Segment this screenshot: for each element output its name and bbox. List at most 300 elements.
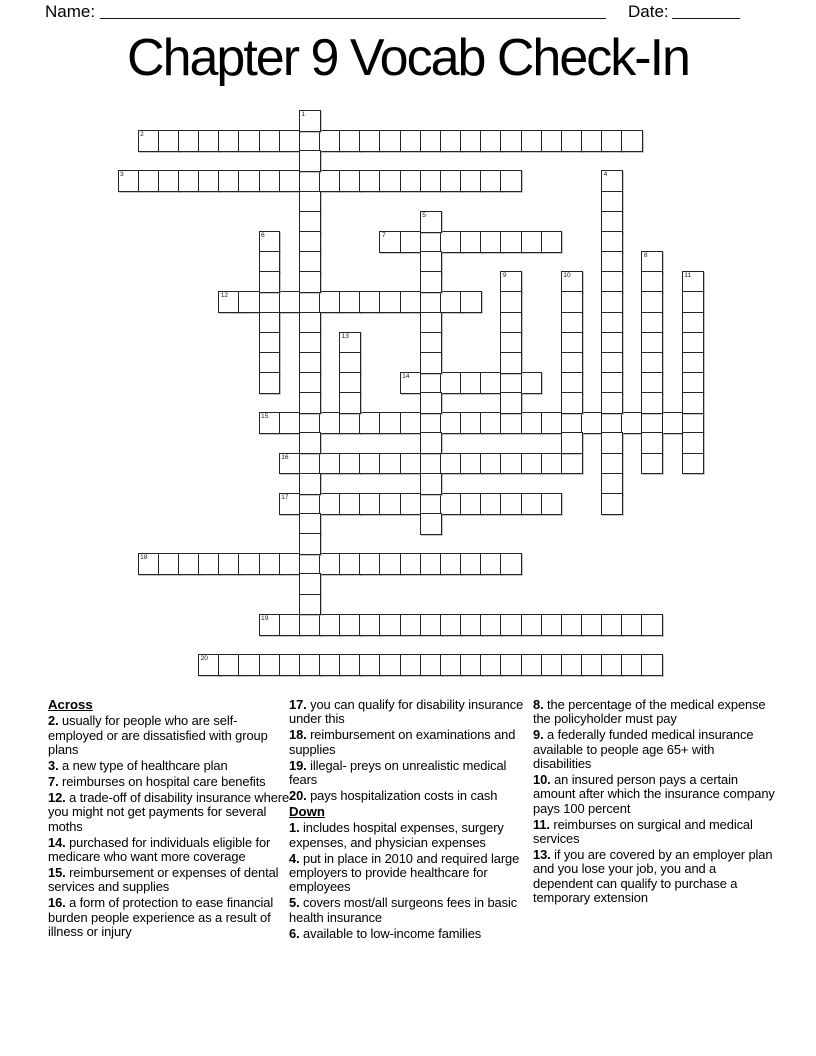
grid-cell[interactable] <box>641 332 663 354</box>
grid-cell[interactable] <box>601 352 623 374</box>
grid-cell[interactable] <box>601 654 623 676</box>
grid-cell[interactable] <box>218 291 240 313</box>
grid-cell[interactable] <box>420 614 442 636</box>
grid-cell[interactable] <box>581 130 603 152</box>
grid-cell[interactable] <box>238 553 260 575</box>
grid-cell[interactable] <box>420 432 442 454</box>
grid-cell[interactable] <box>299 110 321 132</box>
grid-cell[interactable] <box>601 453 623 475</box>
grid-cell[interactable] <box>420 473 442 495</box>
grid-cell[interactable] <box>138 130 160 152</box>
grid-cell[interactable] <box>521 372 543 394</box>
grid-cell[interactable] <box>319 614 341 636</box>
grid-cell[interactable] <box>259 271 281 293</box>
grid-cell[interactable] <box>400 553 422 575</box>
grid-cell[interactable] <box>420 170 442 192</box>
grid-cell[interactable] <box>521 412 543 434</box>
grid-cell[interactable] <box>561 312 583 334</box>
grid-cell[interactable] <box>420 130 442 152</box>
grid-cell[interactable] <box>682 271 704 293</box>
grid-cell[interactable] <box>440 654 462 676</box>
grid-cell[interactable] <box>238 170 260 192</box>
grid-cell[interactable] <box>339 412 361 434</box>
grid-cell[interactable] <box>299 432 321 454</box>
grid-cell[interactable] <box>259 412 281 434</box>
grid-cell[interactable] <box>682 332 704 354</box>
grid-cell[interactable] <box>601 271 623 293</box>
grid-cell[interactable] <box>420 251 442 273</box>
grid-cell[interactable] <box>440 130 462 152</box>
grid-cell[interactable] <box>521 493 543 515</box>
grid-cell[interactable] <box>158 170 180 192</box>
grid-cell[interactable] <box>621 654 643 676</box>
grid-cell[interactable] <box>641 251 663 273</box>
grid-cell[interactable] <box>339 654 361 676</box>
grid-cell[interactable] <box>238 654 260 676</box>
grid-cell[interactable] <box>400 614 422 636</box>
grid-cell[interactable] <box>641 432 663 454</box>
grid-cell[interactable] <box>259 251 281 273</box>
grid-cell[interactable] <box>299 332 321 354</box>
clue-text: if you are covered by an employer plan and you lose your job, you and a dependent can qualify to purchase a temporary extension <box>533 847 773 906</box>
grid-cell[interactable] <box>238 291 260 313</box>
grid-cell[interactable] <box>339 130 361 152</box>
grid-cell[interactable] <box>561 432 583 454</box>
grid-cell[interactable] <box>299 513 321 535</box>
grid-cell[interactable] <box>561 291 583 313</box>
clue-number: 3. <box>48 758 59 774</box>
grid-cell[interactable] <box>218 130 240 152</box>
grid-cell[interactable] <box>561 614 583 636</box>
grid-cell[interactable] <box>379 170 401 192</box>
grid-cell[interactable] <box>440 170 462 192</box>
grid-cell[interactable] <box>500 170 522 192</box>
grid-cell[interactable] <box>500 453 522 475</box>
grid-cell[interactable] <box>299 594 321 616</box>
grid-cell[interactable] <box>299 150 321 172</box>
grid-cell[interactable] <box>460 291 482 313</box>
grid-cell[interactable] <box>420 513 442 535</box>
grid-cell[interactable] <box>682 291 704 313</box>
grid-cell[interactable] <box>460 493 482 515</box>
grid-cell[interactable] <box>379 614 401 636</box>
grid-cell[interactable] <box>561 130 583 152</box>
grid-cell[interactable] <box>379 553 401 575</box>
clue-down-6 <box>289 927 531 941</box>
grid-cell[interactable] <box>218 654 240 676</box>
clue-down-11 <box>533 818 775 847</box>
grid-cell[interactable] <box>460 130 482 152</box>
grid-cell[interactable] <box>319 291 341 313</box>
grid-cell[interactable] <box>359 412 381 434</box>
grid-cell[interactable] <box>379 130 401 152</box>
grid-cell[interactable] <box>541 493 563 515</box>
grid-cell[interactable] <box>198 654 220 676</box>
grid-cell[interactable] <box>601 473 623 495</box>
grid-cell[interactable] <box>601 332 623 354</box>
grid-cell[interactable] <box>561 352 583 374</box>
grid-cell[interactable] <box>319 130 341 152</box>
grid-cell[interactable] <box>601 170 623 192</box>
grid-cell[interactable] <box>279 130 301 152</box>
grid-cell[interactable] <box>420 412 442 434</box>
grid-cell[interactable] <box>601 191 623 213</box>
grid-cell[interactable] <box>460 453 482 475</box>
grid-cell[interactable] <box>420 392 442 414</box>
grid-cell[interactable] <box>561 332 583 354</box>
grid-cell[interactable] <box>400 654 422 676</box>
grid-cell[interactable] <box>682 372 704 394</box>
clue-across-3 <box>48 759 290 773</box>
grid-cell[interactable] <box>259 130 281 152</box>
grid-cell[interactable] <box>641 453 663 475</box>
grid-cell[interactable] <box>641 291 663 313</box>
grid-cell[interactable] <box>500 412 522 434</box>
grid-cell[interactable] <box>319 553 341 575</box>
grid-cell[interactable] <box>440 553 462 575</box>
grid-cell[interactable] <box>601 392 623 414</box>
grid-cell[interactable] <box>299 553 321 575</box>
grid-cell[interactable] <box>521 453 543 475</box>
grid-cell[interactable] <box>379 231 401 253</box>
cell-number: 4 <box>603 171 608 179</box>
grid-cell[interactable] <box>359 553 381 575</box>
grid-cell[interactable] <box>601 312 623 334</box>
grid-cell[interactable] <box>379 453 401 475</box>
grid-cell[interactable] <box>460 412 482 434</box>
grid-cell[interactable] <box>339 332 361 354</box>
grid-cell[interactable] <box>379 493 401 515</box>
grid-cell[interactable] <box>400 291 422 313</box>
grid-cell[interactable] <box>440 453 462 475</box>
grid-cell[interactable] <box>500 271 522 293</box>
grid-cell[interactable] <box>641 352 663 374</box>
grid-cell[interactable] <box>601 231 623 253</box>
grid-cell[interactable] <box>279 170 301 192</box>
grid-cell[interactable] <box>500 231 522 253</box>
grid-cell[interactable] <box>561 453 583 475</box>
grid-cell[interactable] <box>541 614 563 636</box>
grid-cell[interactable] <box>420 553 442 575</box>
grid-cell[interactable] <box>299 251 321 273</box>
grid-cell[interactable] <box>420 211 442 233</box>
cell-number: 16 <box>281 453 289 461</box>
grid-cell[interactable] <box>178 170 200 192</box>
grid-cell[interactable] <box>218 553 240 575</box>
grid-cell[interactable] <box>500 130 522 152</box>
grid-cell[interactable] <box>198 130 220 152</box>
grid-cell[interactable] <box>500 352 522 374</box>
clue-text: reimburses on surgical and medical services <box>533 816 753 847</box>
grid-cell[interactable] <box>299 473 321 495</box>
grid-cell[interactable] <box>480 412 502 434</box>
grid-cell[interactable] <box>259 352 281 374</box>
grid-cell[interactable] <box>460 654 482 676</box>
grid-cell[interactable] <box>460 372 482 394</box>
grid-cell[interactable] <box>420 332 442 354</box>
grid-cell[interactable] <box>198 553 220 575</box>
grid-cell[interactable] <box>259 291 281 313</box>
grid-cell[interactable] <box>359 291 381 313</box>
grid-cell[interactable] <box>339 291 361 313</box>
grid-cell[interactable] <box>158 130 180 152</box>
grid-cell[interactable] <box>379 412 401 434</box>
grid-cell[interactable] <box>480 553 502 575</box>
grid-cell[interactable] <box>500 392 522 414</box>
grid-cell[interactable] <box>682 453 704 475</box>
grid-cell[interactable] <box>198 170 220 192</box>
grid-cell[interactable] <box>279 553 301 575</box>
grid-cell[interactable] <box>420 654 442 676</box>
cell-number: 15 <box>261 413 269 421</box>
grid-cell[interactable] <box>299 533 321 555</box>
grid-cell[interactable] <box>420 352 442 374</box>
grid-cell[interactable] <box>500 291 522 313</box>
grid-cell[interactable] <box>641 392 663 414</box>
grid-cell[interactable] <box>581 412 603 434</box>
grid-cell[interactable] <box>299 191 321 213</box>
grid-cell[interactable] <box>400 412 422 434</box>
grid-cell[interactable] <box>641 312 663 334</box>
grid-cell[interactable] <box>299 231 321 253</box>
grid-cell[interactable] <box>621 130 643 152</box>
grid-cell[interactable] <box>621 614 643 636</box>
cell-number: 14 <box>402 372 410 380</box>
grid-cell[interactable] <box>420 493 442 515</box>
grid-cell[interactable] <box>601 614 623 636</box>
clue-across-15 <box>48 866 290 895</box>
grid-cell[interactable] <box>299 312 321 334</box>
grid-cell[interactable] <box>259 654 281 676</box>
grid-cell[interactable] <box>480 453 502 475</box>
grid-cell[interactable] <box>339 372 361 394</box>
grid-cell[interactable] <box>339 392 361 414</box>
grid-cell[interactable] <box>178 130 200 152</box>
grid-cell[interactable] <box>561 654 583 676</box>
grid-cell[interactable] <box>460 614 482 636</box>
grid-cell[interactable] <box>440 231 462 253</box>
grid-cell[interactable] <box>662 412 684 434</box>
clue-text: put in place in 2010 and required large employers to provide healthcare for employees <box>289 850 520 895</box>
grid-cell[interactable] <box>279 291 301 313</box>
clue-number: 12. <box>48 789 66 805</box>
grid-cell[interactable] <box>279 614 301 636</box>
grid-cell[interactable] <box>339 553 361 575</box>
grid-cell[interactable] <box>641 654 663 676</box>
grid-cell[interactable] <box>601 211 623 233</box>
grid-cell[interactable] <box>480 130 502 152</box>
grid-cell[interactable] <box>521 231 543 253</box>
grid-cell[interactable] <box>359 130 381 152</box>
grid-cell[interactable] <box>480 493 502 515</box>
grid-cell[interactable] <box>359 493 381 515</box>
grid-cell[interactable] <box>138 553 160 575</box>
grid-cell[interactable] <box>279 453 301 475</box>
grid-cell[interactable] <box>641 271 663 293</box>
grid-cell[interactable] <box>682 392 704 414</box>
grid-cell[interactable] <box>158 553 180 575</box>
grid-cell[interactable] <box>521 654 543 676</box>
grid-cell[interactable] <box>682 352 704 374</box>
grid-cell[interactable] <box>359 654 381 676</box>
clue-text: includes hospital expenses, surgery expenses, and physician expenses <box>289 820 504 850</box>
grid-cell[interactable] <box>259 231 281 253</box>
grid-cell[interactable] <box>218 170 240 192</box>
grid-cell[interactable] <box>299 130 321 152</box>
grid-cell[interactable] <box>420 231 442 253</box>
clue-text: illegal- preys on unrealistic medical fears <box>289 757 507 788</box>
grid-cell[interactable] <box>440 291 462 313</box>
grid-cell[interactable] <box>561 372 583 394</box>
grid-cell[interactable] <box>299 493 321 515</box>
grid-cell[interactable] <box>440 372 462 394</box>
grid-cell[interactable] <box>279 493 301 515</box>
clue-down-10 <box>533 773 775 816</box>
grid-cell[interactable] <box>299 614 321 636</box>
grid-cell[interactable] <box>400 372 422 394</box>
grid-cell[interactable] <box>259 332 281 354</box>
grid-cell[interactable] <box>299 654 321 676</box>
grid-cell[interactable] <box>259 312 281 334</box>
name-label: Name: <box>45 2 96 21</box>
grid-cell[interactable] <box>601 251 623 273</box>
grid-cell[interactable] <box>279 654 301 676</box>
clue-column-3 <box>533 698 775 907</box>
grid-cell[interactable] <box>541 130 563 152</box>
grid-cell[interactable] <box>259 372 281 394</box>
grid-cell[interactable] <box>299 412 321 434</box>
grid-cell[interactable] <box>259 553 281 575</box>
grid-cell[interactable] <box>359 170 381 192</box>
grid-cell[interactable] <box>541 654 563 676</box>
grid-cell[interactable] <box>319 412 341 434</box>
grid-cell[interactable] <box>339 453 361 475</box>
grid-cell[interactable] <box>339 170 361 192</box>
grid-cell[interactable] <box>601 130 623 152</box>
grid-cell[interactable] <box>238 130 260 152</box>
grid-cell[interactable] <box>561 271 583 293</box>
grid-cell[interactable] <box>299 211 321 233</box>
grid-cell[interactable] <box>601 372 623 394</box>
grid-cell[interactable] <box>400 493 422 515</box>
clue-text: a trade-off of disability insurance where you might not get payments for several moths <box>48 789 290 834</box>
clue-across-19 <box>289 759 531 788</box>
grid-cell[interactable] <box>581 614 603 636</box>
grid-cell[interactable] <box>339 493 361 515</box>
grid-cell[interactable] <box>400 170 422 192</box>
grid-cell[interactable] <box>299 352 321 374</box>
grid-cell[interactable] <box>682 312 704 334</box>
grid-cell[interactable] <box>521 130 543 152</box>
grid-cell[interactable] <box>259 170 281 192</box>
grid-cell[interactable] <box>601 432 623 454</box>
grid-cell[interactable] <box>601 291 623 313</box>
grid-cell[interactable] <box>379 291 401 313</box>
grid-cell[interactable] <box>460 231 482 253</box>
grid-cell[interactable] <box>178 553 200 575</box>
grid-cell[interactable] <box>339 352 361 374</box>
grid-cell[interactable] <box>138 170 160 192</box>
grid-cell[interactable] <box>299 170 321 192</box>
grid-cell[interactable] <box>581 654 603 676</box>
grid-cell[interactable] <box>500 332 522 354</box>
grid-cell[interactable] <box>339 614 361 636</box>
grid-cell[interactable] <box>259 614 281 636</box>
grid-cell[interactable] <box>601 412 623 434</box>
grid-cell[interactable] <box>541 412 563 434</box>
grid-cell[interactable] <box>420 291 442 313</box>
grid-cell[interactable] <box>480 372 502 394</box>
grid-cell[interactable] <box>500 493 522 515</box>
grid-cell[interactable] <box>641 614 663 636</box>
grid-cell[interactable] <box>561 412 583 434</box>
grid-cell[interactable] <box>561 392 583 414</box>
grid-cell[interactable] <box>420 372 442 394</box>
grid-cell[interactable] <box>420 271 442 293</box>
grid-cell[interactable] <box>359 453 381 475</box>
grid-cell[interactable] <box>521 614 543 636</box>
cell-number: 1 <box>301 111 306 118</box>
grid-cell[interactable] <box>641 372 663 394</box>
grid-cell[interactable] <box>460 553 482 575</box>
grid-cell[interactable] <box>400 453 422 475</box>
grid-cell[interactable] <box>400 231 422 253</box>
grid-cell[interactable] <box>500 372 522 394</box>
grid-cell[interactable] <box>500 553 522 575</box>
grid-cell[interactable] <box>440 412 462 434</box>
grid-cell[interactable] <box>319 170 341 192</box>
grid-cell[interactable] <box>299 392 321 414</box>
grid-cell[interactable] <box>500 312 522 334</box>
grid-cell[interactable] <box>541 231 563 253</box>
grid-cell[interactable] <box>682 432 704 454</box>
grid-cell[interactable] <box>299 372 321 394</box>
grid-cell[interactable] <box>299 271 321 293</box>
grid-cell[interactable] <box>480 614 502 636</box>
grid-cell[interactable] <box>621 412 643 434</box>
grid-cell[interactable] <box>480 170 502 192</box>
grid-cell[interactable] <box>440 493 462 515</box>
grid-cell[interactable] <box>601 493 623 515</box>
grid-cell[interactable] <box>299 573 321 595</box>
clue-down-5 <box>289 896 531 925</box>
grid-cell[interactable] <box>299 453 321 475</box>
grid-cell[interactable] <box>359 614 381 636</box>
grid-cell[interactable] <box>319 453 341 475</box>
grid-cell[interactable] <box>641 412 663 434</box>
grid-cell[interactable] <box>379 654 401 676</box>
cell-number: 20 <box>200 655 208 663</box>
grid-cell[interactable] <box>480 654 502 676</box>
grid-cell[interactable] <box>420 312 442 334</box>
grid-cell[interactable] <box>541 453 563 475</box>
cell-number: 9 <box>502 272 507 280</box>
grid-cell[interactable] <box>279 412 301 434</box>
grid-cell[interactable] <box>440 614 462 636</box>
clue-number: 7. <box>48 774 59 790</box>
grid-cell[interactable] <box>500 654 522 676</box>
grid-cell[interactable] <box>682 412 704 434</box>
grid-cell[interactable] <box>299 291 321 313</box>
grid-cell[interactable] <box>118 170 140 192</box>
grid-cell[interactable] <box>319 654 341 676</box>
grid-cell[interactable] <box>420 453 442 475</box>
grid-cell[interactable] <box>500 614 522 636</box>
grid-cell[interactable] <box>400 130 422 152</box>
grid-cell[interactable] <box>319 493 341 515</box>
grid-cell[interactable] <box>480 231 502 253</box>
grid-cell[interactable] <box>460 170 482 192</box>
